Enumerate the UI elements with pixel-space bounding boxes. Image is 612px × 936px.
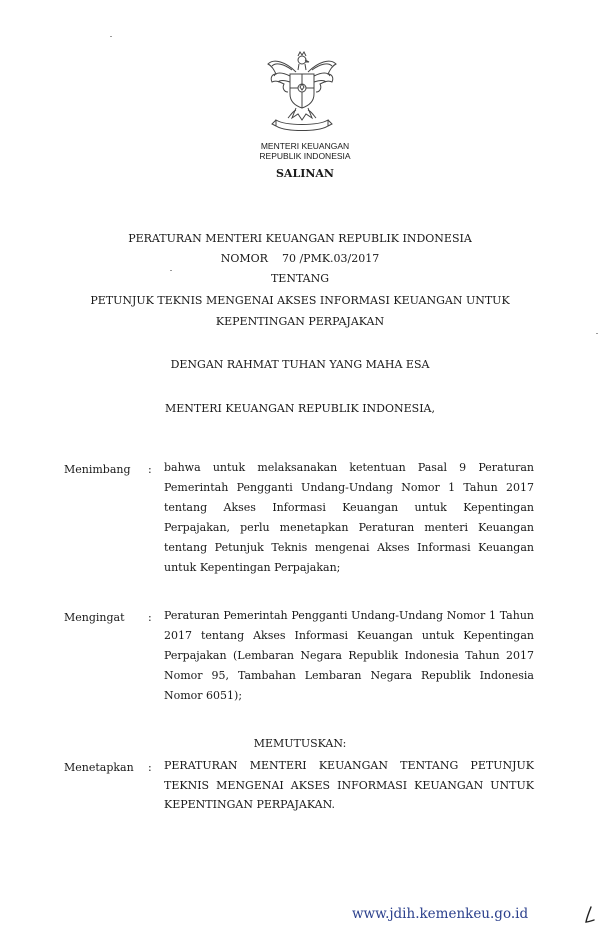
issuer: MENTERI KEUANGAN REPUBLIK INDONESIA, bbox=[164, 402, 436, 415]
nomor-value: 70 /PMK.03/2017 bbox=[281, 252, 380, 265]
menimbang-text: bahwa untuk melaksanakan ketentuan Pasal 9 Peraturan Pemerintah Pengganti Undang-Undang Nomor 1 Tahun 2017 tentang Akses Informasi Keuangan untuk Kepentingan Perpajakan, perlu menetapkan Peraturan menteri Keuangan tentang Petunjuk Teknis mengenai Akses Informasi Keuangan untuk Kepentingan Perpajakan; bbox=[164, 461, 534, 574]
nomor-label: NOMOR bbox=[220, 252, 268, 265]
salinan-label: SALINAN bbox=[275, 167, 334, 180]
handwritten-initial-mark bbox=[582, 905, 598, 927]
regulation-number bbox=[60, 252, 540, 265]
memutuskan-heading: MEMUTUSKAN: bbox=[253, 737, 347, 750]
ministry-name-line1: MENTERI KEUANGAN bbox=[260, 141, 350, 151]
mengingat-label: Mengingat bbox=[64, 611, 125, 624]
menetapkan-colon: : bbox=[148, 761, 152, 774]
invocation: DENGAN RAHMAT TUHAN YANG MAHA ESA bbox=[170, 358, 430, 371]
regulation-title: PERATURAN MENTERI KEUANGAN REPUBLIK INDONESIA bbox=[128, 232, 472, 245]
menetapkan-label: Menetapkan bbox=[64, 761, 134, 774]
garuda-emblem-icon bbox=[262, 50, 342, 134]
ministry-name-line2: REPUBLIK INDONESIA bbox=[259, 151, 351, 161]
scan-speck bbox=[110, 36, 112, 37]
regulation-subject-line2: KEPENTINGAN PERPAJAKAN bbox=[215, 315, 385, 328]
menetapkan-text: PERATURAN MENTERI KEUANGAN TENTANG PETUNJUK TEKNIS MENGENAI AKSES INFORMASI KEUANGAN UNTUK KEPENTINGAN PERPAJAKAN. bbox=[164, 759, 534, 811]
mengingat-text: Peraturan Pemerintah Pengganti Undang-Undang Nomor 1 Tahun 2017 tentang Akses Informasi Keuangan untuk Kepentingan Perpajakan (Lembaran Negara Republik Indonesia Tahun 2017 Nomor 95, Tambahan Lembaran Negara Republik Indonesia Nomor 6051); bbox=[164, 609, 534, 702]
regulation-subject-line1: PETUNJUK TEKNIS MENGENAI AKSES INFORMASI KEUANGAN UNTUK bbox=[90, 294, 510, 307]
scan-speck bbox=[596, 333, 598, 334]
scan-speck bbox=[170, 270, 172, 271]
jdih-url-link[interactable]: www.jdih.kemenkeu.go.id bbox=[352, 906, 529, 922]
mengingat-colon: : bbox=[148, 611, 152, 624]
menimbang-colon: : bbox=[148, 463, 152, 476]
tentang-label: TENTANG bbox=[270, 272, 330, 285]
menimbang-label: Menimbang bbox=[64, 463, 131, 476]
